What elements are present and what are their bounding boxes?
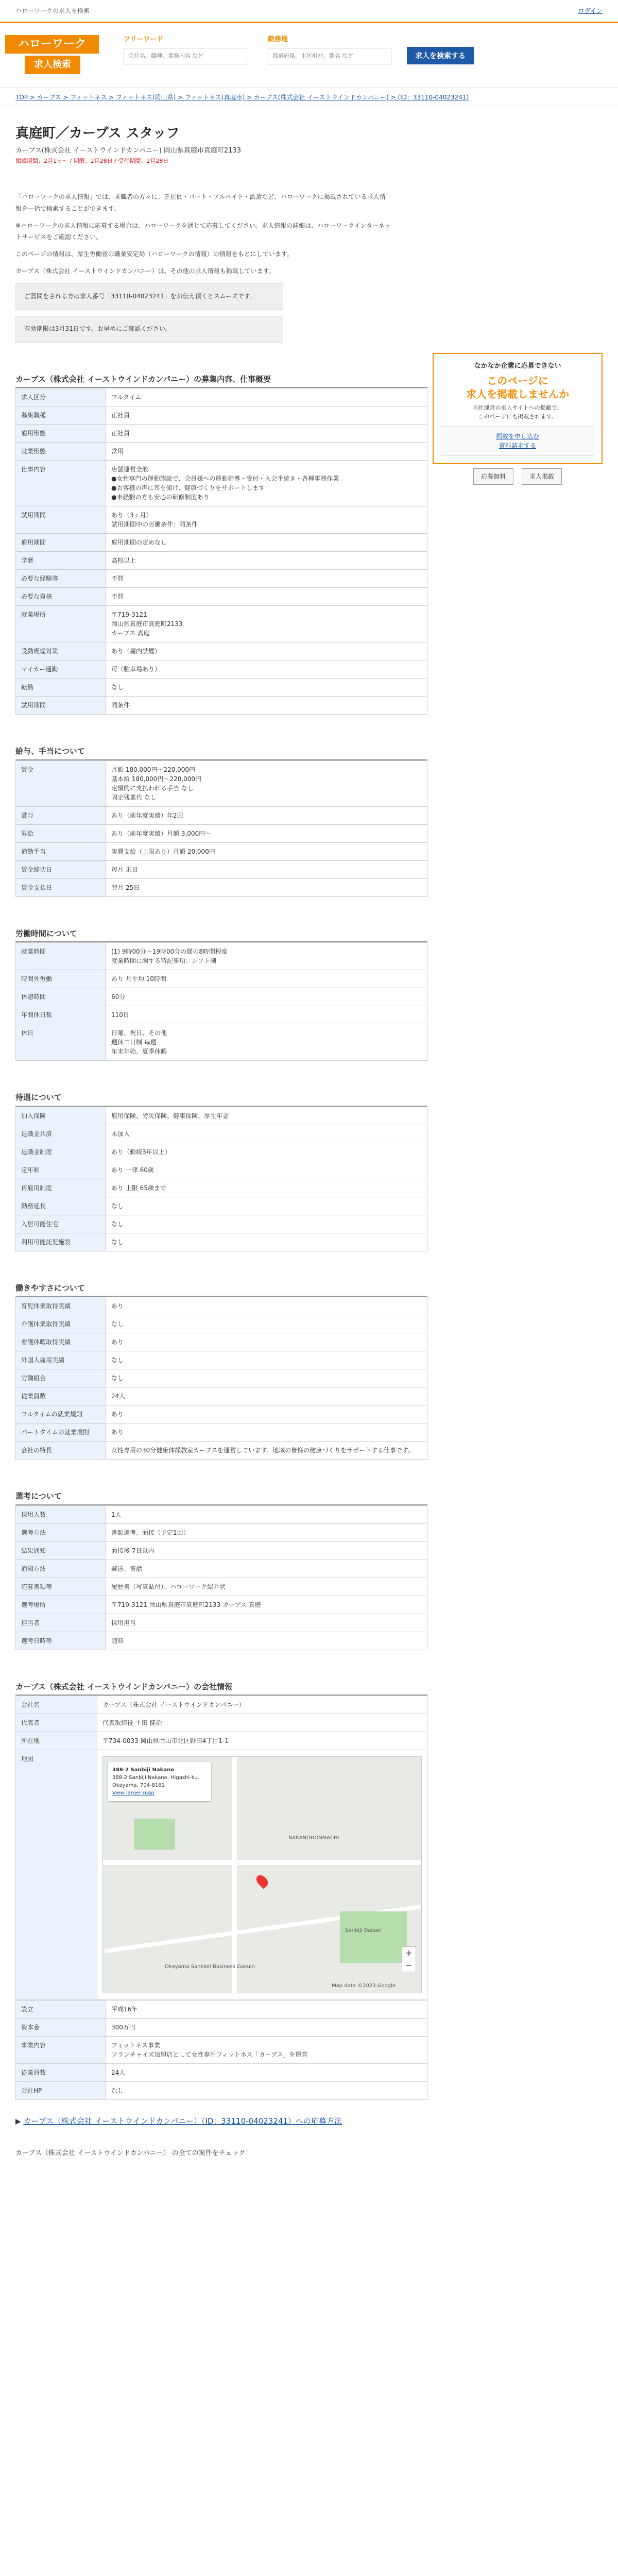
row-value: あり（勤続3年以上）: [106, 1143, 427, 1161]
section-heading: カーブス（株式会社 イーストウインドカンパニー）の会社情報: [15, 1681, 427, 1696]
row-label: 賃金: [16, 760, 106, 806]
table-row: [16, 1632, 427, 1650]
row-label: 通勤手当: [16, 842, 106, 860]
row-value: 正社員: [106, 425, 427, 443]
row-value: なし: [106, 1369, 427, 1387]
location-label: 勤務地: [268, 36, 288, 43]
row-label: 入居可能住宅: [16, 1215, 106, 1233]
row-label: 必要な経験等: [16, 570, 106, 588]
top-bar: [0, 0, 618, 22]
row-label: 採用人数: [16, 1505, 106, 1523]
row-value: 実費支給（上限あり）月額 20,000円: [106, 842, 427, 860]
row-label: 介護休業取得実績: [16, 1315, 106, 1333]
row-label: 受動喫煙対策: [16, 642, 106, 660]
benefits-table: [15, 1107, 427, 1251]
row-value: 翌月 25日: [106, 878, 427, 896]
row-label: 賞与: [16, 806, 106, 824]
row-value: 雇用保険、労災保険、健康保険、厚生年金: [106, 1107, 427, 1125]
row-label: 募集職種: [16, 406, 106, 425]
footer-text: カーブス（株式会社 イーストウインドカンパニー） の全ての案件をチェック！: [15, 2143, 603, 2164]
intro-text: 「ハローワークの求人情報」では、求職者の方々に、正社員・パート・アルバイト・派遣など、ハローワークに掲載されている求人情報を一括で検索することができます。 ※ハローワークの求人情報に応募する場合は、ハローワークを通じて応募してください。求人情報の詳細は、ハローワークインターネットサービスをご確認ください。 このページの情報は、厚生労働省の職業安定局（ハローワークの情報）の情報をもとにしています。 カーブス（株式会社 イーストウインドカンパニー）は、その他の求人情報も掲載しています。: [15, 193, 391, 275]
row-label: 年間休日数: [16, 1006, 106, 1024]
table-row: [16, 1161, 427, 1179]
zoom-out-icon[interactable]: −: [405, 1960, 413, 1971]
free-apply-button[interactable]: 応募無料: [473, 468, 513, 485]
row-label: 学歴: [16, 552, 106, 570]
company-table: [15, 1696, 427, 2000]
table-row: [16, 1714, 427, 1732]
row-label: 求人区分: [16, 388, 106, 406]
row-value: あり: [106, 1297, 427, 1315]
advert-headline: このページに 求人を掲載しませんか: [466, 375, 569, 401]
row-label: 就業場所: [16, 606, 106, 642]
freeword-input[interactable]: [124, 48, 247, 64]
row-label: 結果通知: [16, 1541, 106, 1560]
request-docs-link[interactable]: 資料請求する: [499, 442, 536, 450]
row-label: 従業員数: [16, 2064, 106, 2082]
row-label: 看護休暇取得実績: [16, 1333, 106, 1351]
row-value: 月額 180,000円〜220,000円 基本給 180,000円〜220,000円 定額的に支払われる手当 なし 固定残業代 なし: [106, 760, 427, 806]
table-row: [16, 697, 427, 715]
table-row: [16, 660, 427, 679]
location-input[interactable]: [268, 48, 391, 64]
table-row: [16, 2019, 427, 2037]
search-button[interactable]: 求人を検索する: [407, 47, 474, 64]
table-row: [16, 1333, 427, 1351]
sidebar: [433, 353, 603, 489]
row-label: 勤務延長: [16, 1197, 106, 1215]
row-value: 24人: [106, 1387, 427, 1405]
row-value: なし: [106, 1197, 427, 1215]
row-value: なし: [106, 1315, 427, 1333]
row-value: 代表取締役 平田 健治: [97, 1714, 427, 1732]
table-row: [16, 406, 427, 425]
row-label: 時間外労働: [16, 970, 106, 988]
row-label: 外国人雇用実績: [16, 1351, 106, 1369]
table-row: [16, 1596, 427, 1614]
row-label: 育児休業取得実績: [16, 1297, 106, 1315]
table-row: [16, 1523, 427, 1541]
row-value: 郵送、電話: [106, 1560, 427, 1578]
row-value: あり 一律 60歳: [106, 1161, 427, 1179]
map-pin-icon[interactable]: [254, 1873, 270, 1889]
row-label: 加入保険: [16, 1107, 106, 1125]
table-row: [16, 1179, 427, 1197]
table-row: [16, 1351, 427, 1369]
row-value: 雇用期間の定めなし: [106, 534, 427, 552]
row-value: あり（前年度実績）年2回: [106, 806, 427, 824]
hours-table: [15, 942, 427, 1061]
row-label: 賃金締切日: [16, 860, 106, 878]
row-value: 高校以上: [106, 552, 427, 570]
row-value: あり（屋内禁煙）: [106, 642, 427, 660]
row-value: あり（3ヶ月） 試用期間中の労働条件：同条件: [106, 506, 427, 534]
section-heading: 給与、手当について: [15, 745, 427, 760]
row-label: 賃金支払日: [16, 878, 106, 896]
row-value: 〒734-0033 岡山県岡山市北区野田4丁目1-1: [97, 1732, 427, 1750]
table-row: [16, 606, 427, 642]
table-row: [16, 1541, 427, 1560]
row-label: 選考場所: [16, 1596, 106, 1614]
table-row: [16, 2082, 427, 2100]
table-row: [16, 1143, 427, 1161]
table-row: [16, 1405, 427, 1423]
row-value: あり: [106, 1405, 427, 1423]
company-table-2: [15, 2000, 427, 2100]
row-value: 不問: [106, 570, 427, 588]
row-value: なし: [106, 2082, 427, 2100]
row-label: 仕事内容: [16, 461, 106, 506]
table-row: [16, 842, 427, 860]
table-row: [16, 2037, 427, 2064]
posting-period: 掲載期間：2月1日〜 / 期限：2月28日 / 受付期間：2月28日: [15, 157, 169, 164]
row-value: 毎月 末日: [106, 860, 427, 878]
row-label: 雇用期間: [16, 534, 106, 552]
section-heading: 労働時間について: [15, 928, 427, 943]
row-value: フィットネス事業 フランチャイズ加盟店として女性専用フィットネス「カーブス」を運営: [106, 2037, 427, 2064]
expiry-notice: 有効期限は3月31日です。お早めにご確認ください。: [15, 316, 283, 343]
row-label: 転勤: [16, 679, 106, 697]
row-label: 応募書類等: [16, 1578, 106, 1596]
row-value: 随時: [106, 1632, 427, 1650]
row-value: 未加入: [106, 1125, 427, 1143]
row-label: フルタイムの就業規則: [16, 1405, 106, 1423]
search-form: [124, 35, 391, 64]
apply-listing-link[interactable]: 掲載を申し込む: [495, 433, 539, 440]
row-value: 書類選考、面接（予定1回）: [106, 1523, 427, 1541]
row-value: カーブス（株式会社 イーストウインドカンパニー）: [97, 1696, 427, 1714]
row-label: 再雇用制度: [16, 1179, 106, 1197]
google-map[interactable]: 388-2 Sanbiji Nakano 388-2 Sanbiji Nakano, Higashi-ku, Okayama, 704-8161 View larger map NAKANOHONMACHI Sanbiji Daisan Okayama Sankkei Business Gakuin + − Map data ©2023 Google: [102, 1756, 422, 1993]
row-label: 選考方法: [16, 1523, 106, 1541]
row-value: 平成16年: [106, 2001, 427, 2019]
table-row: [16, 1006, 427, 1024]
section-heading: 待遇について: [15, 1092, 427, 1107]
row-value: 24人: [106, 2064, 427, 2082]
row-value: 〒719-3121 岡山県真庭市真庭町2133 カーブス 真庭: [106, 606, 427, 642]
row-label: 従業員数: [16, 1387, 106, 1405]
row-value: 同条件: [106, 697, 427, 715]
row-label: 選考日時等: [16, 1632, 106, 1650]
table-row: [16, 1369, 427, 1387]
apply-method: [15, 2115, 603, 2127]
row-label: 試用期間: [16, 506, 106, 534]
freeword-label: フリーワード: [124, 36, 164, 43]
table-row: [16, 443, 427, 461]
table-row: [16, 1387, 427, 1405]
table-row: [16, 679, 427, 697]
table-row: [16, 1024, 427, 1061]
table-row: [16, 552, 427, 570]
apply-method-link[interactable]: カーブス（株式会社 イーストウインドカンパニー）（ID：33110-04023241）への応募方法: [23, 2116, 342, 2126]
table-row: [16, 1233, 427, 1251]
row-label: 試用期間: [16, 697, 106, 715]
table-row: [16, 570, 427, 588]
arrow-icon: ▶: [15, 2117, 21, 2126]
table-row: [16, 461, 427, 506]
table-row: [16, 860, 427, 878]
job-header: [15, 105, 603, 171]
row-label: 退職金共済: [16, 1125, 106, 1143]
row-label: 担当者: [16, 1614, 106, 1632]
table-row: [16, 1578, 427, 1596]
workstyle-table: [15, 1297, 427, 1460]
table-row: [16, 588, 427, 606]
table-row: [16, 970, 427, 988]
row-label: 通知方法: [16, 1560, 106, 1578]
row-label: 利用可能託児施設: [16, 1233, 106, 1251]
row-value: 履歴書（写真貼付）、ハローワーク紹介状: [106, 1578, 427, 1596]
advert-box: なかなか企業に応募できない このページに 求人を掲載しませんか 当社運営の求人サイトへの掲載で、 このページにも掲載されます。 掲載を申し込む 資料請求する: [433, 353, 603, 465]
table-row: [16, 2064, 427, 2082]
table-row: [16, 1197, 427, 1215]
table-row: [16, 878, 427, 896]
table-row: [16, 1560, 427, 1578]
table-row: [16, 1107, 427, 1125]
table-row: [16, 2001, 427, 2019]
table-row: [16, 1442, 427, 1460]
table-row: [16, 1215, 427, 1233]
table-row: [16, 1125, 427, 1143]
post-job-button[interactable]: 求人掲載: [522, 468, 562, 485]
job-detail-table: [15, 388, 427, 715]
table-row: [16, 506, 427, 534]
section-heading: 選考について: [15, 1490, 427, 1505]
row-value: なし: [106, 1215, 427, 1233]
table-row: [16, 388, 427, 406]
row-label: 休憩時間: [16, 988, 106, 1006]
row-label: 会社名: [16, 1696, 97, 1714]
row-label: 労働組合: [16, 1369, 106, 1387]
row-value: なし: [106, 1233, 427, 1251]
zoom-in-icon[interactable]: +: [405, 1948, 413, 1958]
row-value: 女性専用の30分健康体操教室カーブスを運営しています。地域の皆様の健康づくりをサポートする仕事です。: [106, 1442, 427, 1460]
site-logo[interactable]: ハローワーク 求人検索: [5, 33, 99, 77]
row-label: 設立: [16, 2001, 106, 2019]
table-row: [16, 1696, 427, 1714]
row-label: 会社の特長: [16, 1442, 106, 1460]
row-label: 代表者: [16, 1714, 97, 1732]
row-value: なし: [106, 679, 427, 697]
map-label: 地図: [16, 1750, 97, 2000]
row-value: 店舗運営全般 ●女性専門の運動施設で、会員様への運動指導・受付・入会手続き・各種事務作業 ●お客様の声に耳を傾け、健康づくりをサポートします ●未経験の方も安心の研修制度あり: [106, 461, 427, 506]
header: [0, 22, 618, 88]
row-value: 日曜、祝日、その他 週休二日制 毎週 年末年始、夏季休暇: [106, 1024, 427, 1061]
row-label: 必要な資格: [16, 588, 106, 606]
table-row: [16, 1732, 427, 1750]
login-link[interactable]: ログイン: [578, 7, 603, 14]
row-label: パートタイムの就業規則: [16, 1423, 106, 1442]
row-value: 〒719-3121 岡山県真庭市真庭町2133 カーブス 真庭: [106, 1596, 427, 1614]
table-row: [16, 1423, 427, 1442]
row-value: 面接後 7日以内: [106, 1541, 427, 1560]
selection-table: [15, 1505, 427, 1650]
table-row: [16, 642, 427, 660]
map-info-card: 388-2 Sanbiji Nakano 388-2 Sanbiji Nakano, Higashi-ku, Okayama, 704-8161 View larger map: [108, 1762, 211, 1801]
row-value: あり（前年度実績）月額 3,000円〜: [106, 824, 427, 842]
table-row: [16, 806, 427, 824]
table-row: [16, 425, 427, 443]
row-value: あり 月平均 10時間: [106, 970, 427, 988]
table-row: [16, 1315, 427, 1333]
row-value: フルタイム: [106, 388, 427, 406]
row-value: 60分: [106, 988, 427, 1006]
row-label: 就業形態: [16, 443, 106, 461]
notice-box: ご質問をされる方は求人番号「33110-04023241」をお伝え頂くとスムーズです。: [15, 283, 283, 310]
row-value: 可（駐車場あり）: [106, 660, 427, 679]
wage-table: [15, 760, 427, 897]
row-label: 事業内容: [16, 2037, 106, 2064]
row-label: 会社HP: [16, 2082, 106, 2100]
breadcrumb[interactable]: TOP > カーブス > フィットネス > フィットネス(岡山県) > フィットネス(真庭市) > カーブス(株式会社 イーストウインドカンパニー) > (ID：33110-04023241): [0, 88, 618, 105]
row-label: 昇給: [16, 824, 106, 842]
row-label: 退職金制度: [16, 1143, 106, 1161]
table-row: [16, 534, 427, 552]
row-label: マイカー通勤: [16, 660, 106, 679]
table-row: [16, 1505, 427, 1523]
row-label: 資本金: [16, 2019, 106, 2037]
row-value: 不問: [106, 588, 427, 606]
row-label: 所在地: [16, 1732, 97, 1750]
table-row: [16, 943, 427, 970]
table-row: [16, 988, 427, 1006]
table-row: [16, 824, 427, 842]
row-value: あり 上限 65歳まで: [106, 1179, 427, 1197]
table-row: [16, 1614, 427, 1632]
row-label: 就業時間: [16, 943, 106, 970]
company-line: カーブス(株式会社 イーストウインドカンパニー) 岡山県真庭市真庭町2133: [15, 147, 241, 155]
row-value: 300万円: [106, 2019, 427, 2037]
page-title: 真庭町／カーブス スタッフ: [15, 126, 180, 141]
row-label: 定年制: [16, 1161, 106, 1179]
site-tagline: ハローワークの求人を検索: [15, 7, 90, 14]
table-row: [16, 760, 427, 806]
map-zoom-control[interactable]: [402, 1946, 416, 1972]
row-value: 110日: [106, 1006, 427, 1024]
row-label: 休日: [16, 1024, 106, 1061]
row-value: 採用担当: [106, 1614, 427, 1632]
row-label: 雇用形態: [16, 425, 106, 443]
row-value: あり: [106, 1423, 427, 1442]
row-value: あり: [106, 1333, 427, 1351]
section-heading: 働きやすさについて: [15, 1282, 427, 1297]
row-value: (1) 9時00分〜19時00分の間の8時間程度 就業時間に関する特記事項：シフト制: [106, 943, 427, 970]
section-heading: カーブス（株式会社 イーストウインドカンパニー）の募集内容、仕事概要: [15, 374, 427, 388]
view-larger-map-link[interactable]: View larger map: [112, 1790, 154, 1797]
row-value: 正社員: [106, 406, 427, 425]
row-value: 常用: [106, 443, 427, 461]
table-row: [16, 1297, 427, 1315]
row-value: なし: [106, 1351, 427, 1369]
row-value: 1人: [106, 1505, 427, 1523]
